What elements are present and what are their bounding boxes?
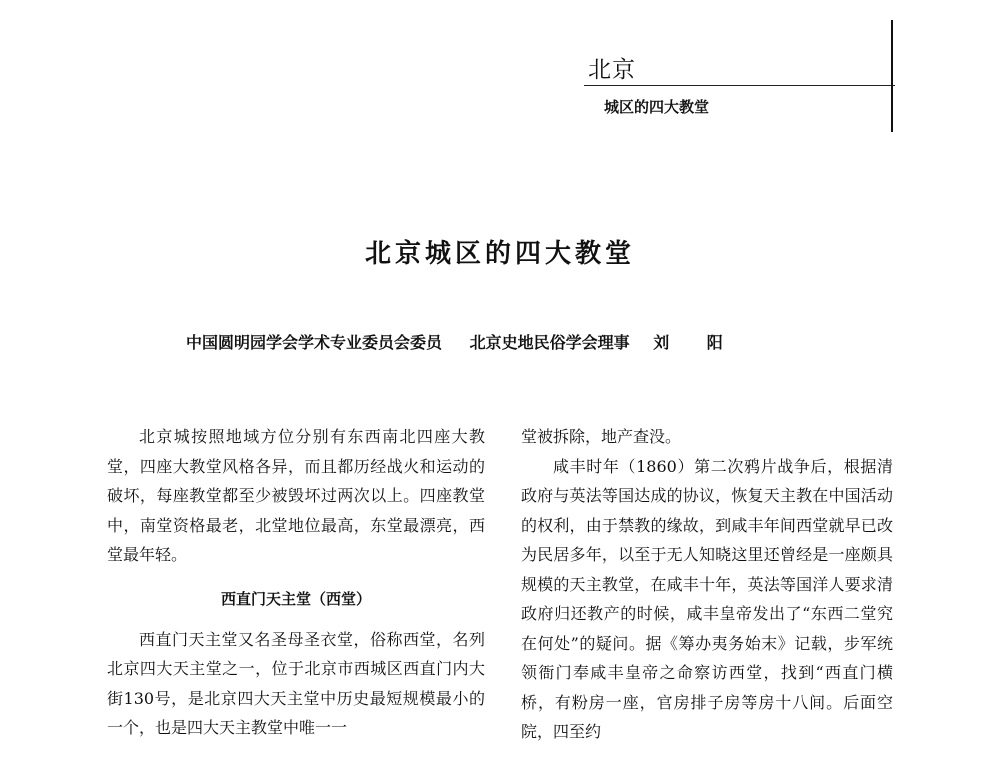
header-vertical-rule xyxy=(891,20,893,132)
running-header xyxy=(560,55,895,135)
right-paragraph-2: 咸丰时年（1860）第二次鸦片战争后，根据清政府与英法等国达成的协议，恢复天主教在中国活动的权利，由于禁教的缘故，到咸丰年间西堂就早已改为民居多年，以至于无人知晓这里还曾经是一座颇具规模的天主教堂，在咸丰十年，英法等国洋人要求清政府归还教产的时候，咸丰皇帝发出了“东西二堂究在何处”的疑问。据《筹办夷务始末》记载，步军统领衙门奉咸丰皇帝之命察访西堂，找到“西直门横桥，有粉房一座，官房排子房等房十八间。后面空院，四至约 xyxy=(521,456,893,741)
article-title: 北京城区的四大教堂 xyxy=(364,239,635,269)
section-subheading: 西直门天主堂（西堂） xyxy=(220,589,371,608)
running-header-section: 城区的四大教堂 xyxy=(604,98,710,116)
author-name: 刘 阳 xyxy=(653,333,739,352)
left-column xyxy=(107,422,485,743)
left-paragraph-1: 北京城按照地域方位分别有东西南北四座大教堂，四座大教堂风格各异，而且都历经战火和运动的破坏，每座教堂都至少被毁坏过两次以上。四座教堂中，南堂资格最老，北堂地位最高，东堂最漂亮，西堂最年轻。 xyxy=(107,427,485,564)
running-header-city: 北京 xyxy=(588,57,636,83)
author-affiliation-2: 北京史地民俗学会理事 xyxy=(469,333,630,352)
right-column xyxy=(521,422,893,747)
right-paragraph-1: 堂被拆除，地产查没。 xyxy=(521,427,682,446)
author-affiliation-1: 中国圆明园学会学术专业委员会委员 xyxy=(186,333,443,352)
running-header-rule xyxy=(584,85,895,86)
author-line xyxy=(186,330,739,353)
left-paragraph-2: 西直门天主堂又名圣母圣衣堂，俗称西堂，名列北京四大天主堂之一，位于北京市西城区西直门内大街130号，是北京四大天主堂中历史最短规模最小的一个，也是四大天主教堂中唯一一 xyxy=(107,629,485,737)
